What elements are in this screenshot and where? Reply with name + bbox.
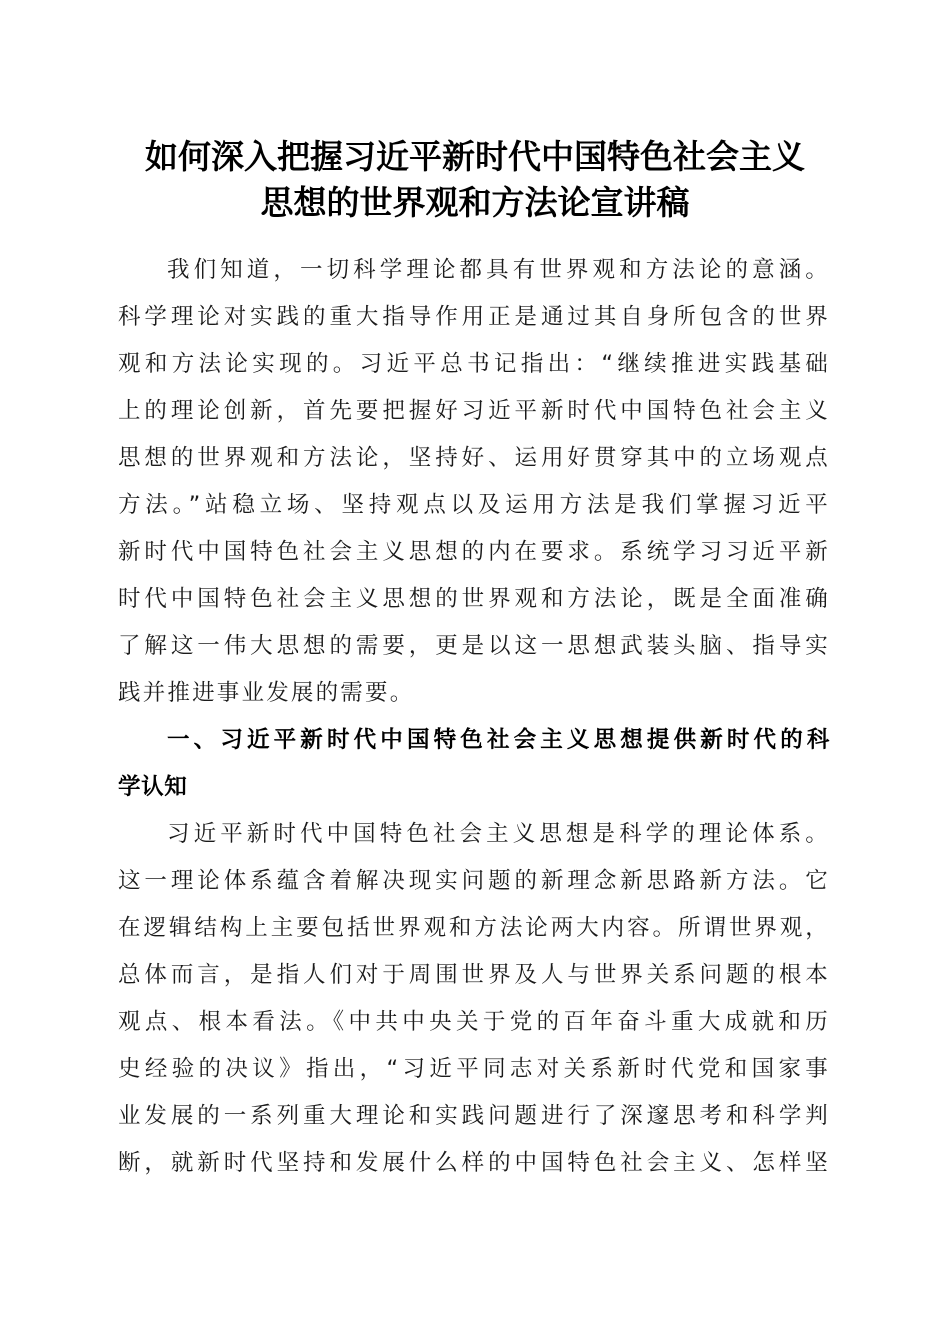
text-line: 这一理论体系蕴含着解决现实问题的新理念新思路新方法。它 bbox=[118, 868, 830, 894]
paragraph-intro bbox=[118, 247, 830, 717]
text-line: 了解这一伟大思想的需要，更是以这一思想武装头脑、指导实 bbox=[118, 633, 830, 659]
text-line: 在逻辑结构上主要包括世界观和方法论两大内容。所谓世界观， bbox=[118, 915, 830, 941]
text-line: 时代中国特色社会主义思想的世界观和方法论，既是全面准确 bbox=[118, 586, 830, 612]
text-line: 断，就新时代坚持和发展什么样的中国特色社会主义、怎样坚 bbox=[118, 1150, 830, 1176]
section-heading-1 bbox=[118, 717, 830, 811]
text-line: 观和方法论实现的。习近平总书记指出：“继续推进实践基础 bbox=[118, 351, 830, 377]
text-line: 思想的世界观和方法论，坚持好、运用好贯穿其中的立场观点 bbox=[118, 445, 830, 471]
text-line: 史经验的决议》指出，“习近平同志对关系新时代党和国家事 bbox=[118, 1056, 830, 1082]
heading-line: 一、习近平新时代中国特色社会主义思想提供新时代的科 bbox=[167, 727, 830, 753]
text-line: 践并推进事业发展的需要。 bbox=[118, 680, 415, 706]
text-line: 我们知道，一切科学理论都具有世界观和方法论的意涵。 bbox=[167, 257, 830, 283]
text-line: 业发展的一系列重大理论和实践问题进行了深邃思考和科学判 bbox=[118, 1103, 830, 1129]
heading-line: 学认知 bbox=[118, 774, 188, 800]
text-line: 观点、根本看法。《中共中央关于党的百年奋斗重大成就和历 bbox=[118, 1009, 830, 1035]
title-line: 如何深入把握习近平新时代中国特色社会主义 bbox=[145, 137, 805, 176]
text-line: 科学理论对实践的重大指导作用正是通过其自身所包含的世界 bbox=[118, 304, 830, 330]
document-title bbox=[100, 134, 850, 226]
text-line: 习近平新时代中国特色社会主义思想是科学的理论体系。 bbox=[167, 821, 830, 847]
text-line: 总体而言，是指人们对于周围世界及人与世界关系问题的根本 bbox=[118, 962, 830, 988]
paragraph-section-1 bbox=[118, 811, 830, 1187]
title-line: 思想的世界观和方法论宣讲稿 bbox=[260, 183, 690, 222]
text-line: 新时代中国特色社会主义思想的内在要求。系统学习习近平新 bbox=[118, 539, 830, 565]
text-line: 方法。”站稳立场、坚持观点以及运用方法是我们掌握习近平 bbox=[118, 492, 830, 518]
document-body bbox=[118, 247, 830, 1187]
text-line: 上的理论创新，首先要把握好习近平新时代中国特色社会主义 bbox=[118, 398, 830, 424]
